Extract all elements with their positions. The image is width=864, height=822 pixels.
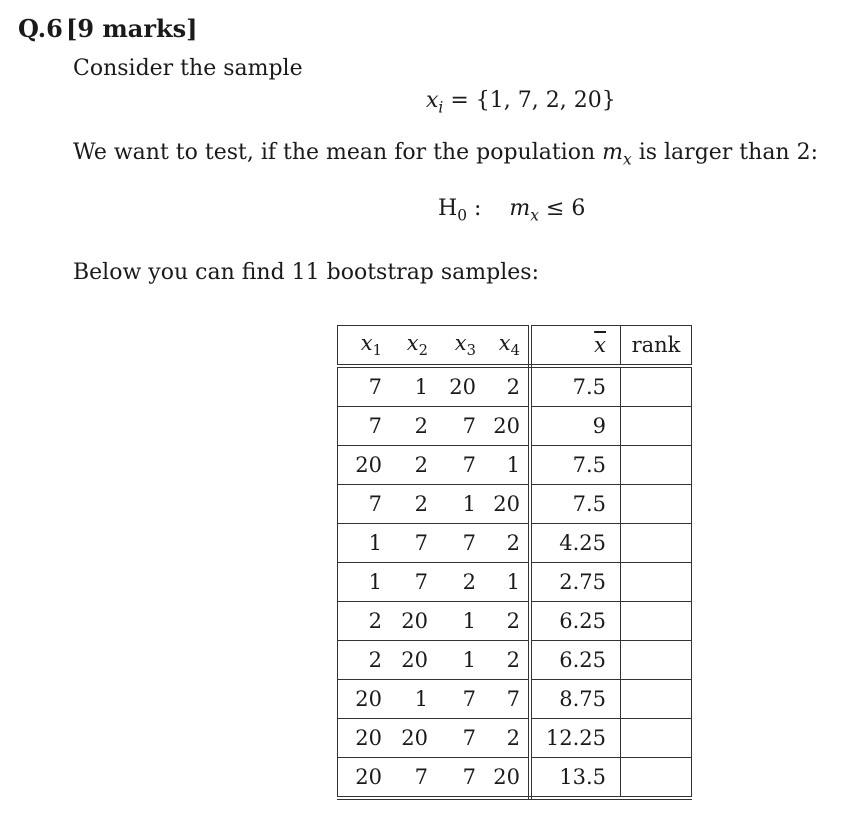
table-row — [338, 719, 692, 758]
test-sentence — [73, 140, 818, 168]
header-x4: $x_4$ — [480, 326, 530, 367]
hyp-var-sub: x — [530, 206, 539, 225]
cell-x4: 20 — [480, 758, 530, 799]
table-row — [338, 563, 692, 602]
cell-rank[interactable] — [621, 446, 692, 485]
cell-mean: 12.25 — [530, 719, 621, 758]
cell-rank[interactable] — [621, 524, 692, 563]
cell-x4: 7 — [480, 680, 530, 719]
cell-x2: 20 — [388, 602, 432, 641]
test-after: is larger than 2: — [638, 140, 819, 165]
bootstrap-table — [337, 325, 692, 800]
cell-x2: 7 — [388, 563, 432, 602]
cell-x3: 20 — [432, 366, 480, 407]
cell-x2: 7 — [388, 758, 432, 799]
cell-x2: 20 — [388, 641, 432, 680]
cell-mean: 6.25 — [530, 602, 621, 641]
cell-x1: 20 — [338, 758, 389, 799]
sample-set: = {1, 7, 2, 20} — [450, 88, 616, 113]
question-marks — [66, 14, 198, 43]
marks-label: [9 marks] — [66, 14, 198, 43]
cell-x2: 20 — [388, 719, 432, 758]
table-row — [338, 366, 692, 407]
cell-x1: 1 — [338, 524, 389, 563]
cell-mean: 13.5 — [530, 758, 621, 799]
cell-x3: 1 — [432, 485, 480, 524]
hyp-colon: : — [466, 196, 482, 221]
cell-mean: 2.75 — [530, 563, 621, 602]
cell-x4: 2 — [480, 719, 530, 758]
cell-rank[interactable] — [621, 563, 692, 602]
cell-rank[interactable] — [621, 366, 692, 407]
intro-text: Consider the sample — [73, 56, 303, 81]
cell-x1: 2 — [338, 641, 389, 680]
hypothesis — [438, 196, 585, 224]
cell-x3: 7 — [432, 446, 480, 485]
cell-x3: 1 — [432, 602, 480, 641]
cell-x2: 2 — [388, 485, 432, 524]
hyp-var: m — [509, 196, 531, 221]
sample-equation — [426, 88, 616, 116]
cell-x3: 1 — [432, 641, 480, 680]
cell-x3: 2 — [432, 563, 480, 602]
cell-mean: 7.5 — [530, 485, 621, 524]
header-xbar: $\overline{x}$ — [530, 326, 621, 367]
cell-x3: 7 — [432, 758, 480, 799]
cell-mean: 8.75 — [530, 680, 621, 719]
cell-x2: 1 — [388, 680, 432, 719]
cell-x2: 1 — [388, 366, 432, 407]
cell-mean: 7.5 — [530, 366, 621, 407]
cell-x1: 7 — [338, 366, 389, 407]
table-row — [338, 485, 692, 524]
table-row — [338, 602, 692, 641]
cell-mean: 7.5 — [530, 446, 621, 485]
header-x3: $x_3$ — [432, 326, 480, 367]
cell-x1: 2 — [338, 602, 389, 641]
cell-rank[interactable] — [621, 641, 692, 680]
test-before: We want to test, if the mean for the population — [73, 140, 596, 165]
hyp-label: H — [438, 196, 458, 221]
header-x1: $x_1$ — [338, 326, 389, 367]
sample-sub: i — [438, 98, 444, 117]
cell-x4: 20 — [480, 485, 530, 524]
cell-x3: 7 — [432, 680, 480, 719]
cell-x1: 20 — [338, 719, 389, 758]
cell-x1: 1 — [338, 563, 389, 602]
header-x2: $x_2$ — [388, 326, 432, 367]
cell-x4: 20 — [480, 407, 530, 446]
sample-var: x — [426, 88, 439, 113]
cell-mean: 6.25 — [530, 641, 621, 680]
cell-x3: 7 — [432, 407, 480, 446]
cell-x4: 1 — [480, 563, 530, 602]
test-var-sub: x — [623, 150, 632, 169]
cell-x4: 2 — [480, 524, 530, 563]
cell-x1: 7 — [338, 485, 389, 524]
cell-x3: 7 — [432, 719, 480, 758]
table-row — [338, 758, 692, 799]
cell-rank[interactable] — [621, 407, 692, 446]
cell-rank[interactable] — [621, 719, 692, 758]
cell-rank[interactable] — [621, 602, 692, 641]
table-row — [338, 641, 692, 680]
cell-x1: 20 — [338, 446, 389, 485]
cell-mean: 9 — [530, 407, 621, 446]
question-number: Q.6 — [18, 14, 63, 43]
cell-x1: 7 — [338, 407, 389, 446]
hyp-relation: ≤ 6 — [545, 196, 586, 221]
cell-x3: 7 — [432, 524, 480, 563]
cell-x4: 2 — [480, 602, 530, 641]
cell-rank[interactable] — [621, 680, 692, 719]
cell-x4: 2 — [480, 366, 530, 407]
bootstrap-intro: Below you can find 11 bootstrap samples: — [73, 260, 539, 285]
cell-x2: 7 — [388, 524, 432, 563]
cell-x2: 2 — [388, 407, 432, 446]
cell-rank[interactable] — [621, 485, 692, 524]
test-var: m — [602, 140, 624, 165]
cell-x1: 20 — [338, 680, 389, 719]
cell-rank[interactable] — [621, 758, 692, 799]
header-rank: rank — [621, 326, 692, 367]
cell-x4: 1 — [480, 446, 530, 485]
table-row — [338, 446, 692, 485]
cell-mean: 4.25 — [530, 524, 621, 563]
cell-x2: 2 — [388, 446, 432, 485]
table-row — [338, 680, 692, 719]
cell-x4: 2 — [480, 641, 530, 680]
hyp-label-sub: 0 — [457, 206, 467, 225]
table-header-row — [338, 326, 692, 367]
table-row — [338, 407, 692, 446]
table-row — [338, 524, 692, 563]
